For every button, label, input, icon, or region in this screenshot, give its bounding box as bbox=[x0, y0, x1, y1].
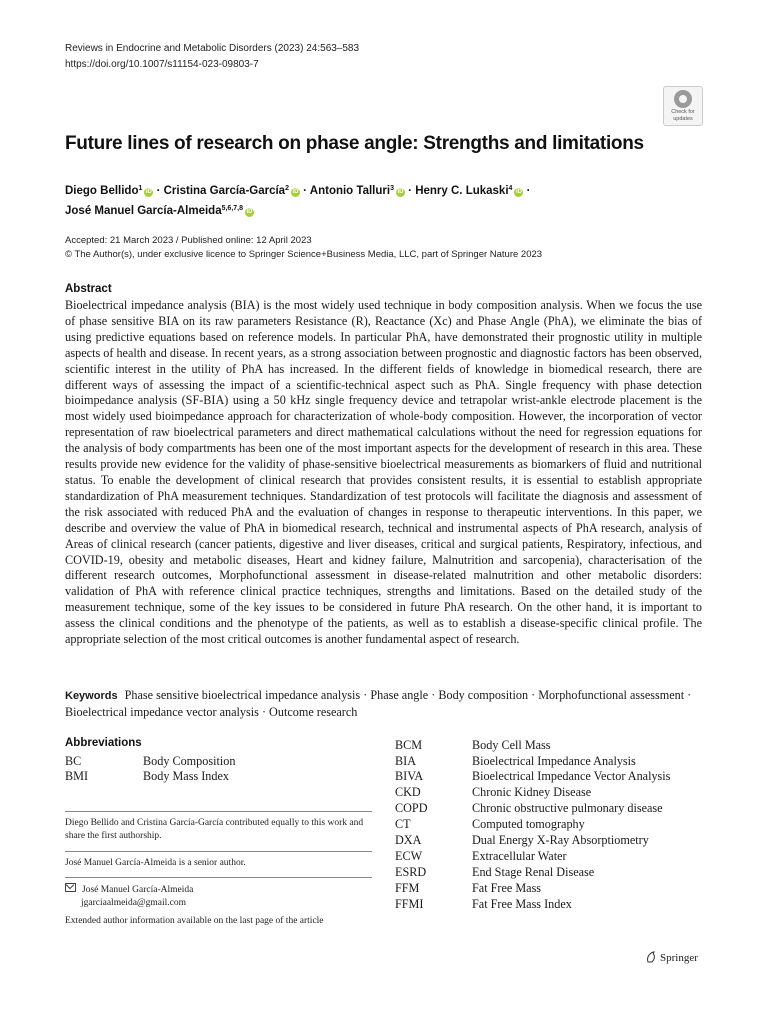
abbreviation-row bbox=[395, 800, 705, 816]
orcid-icon[interactable]: iD bbox=[292, 189, 299, 195]
check-updates-icon bbox=[674, 90, 692, 108]
keywords-label: Keywords bbox=[65, 690, 118, 702]
orcid-icon[interactable]: iD bbox=[515, 189, 522, 195]
abbreviation-definition: Computed tomography bbox=[472, 817, 585, 831]
abbreviation-row bbox=[65, 768, 365, 784]
abbreviation-code: BC bbox=[65, 754, 82, 768]
abbreviation-row bbox=[395, 832, 705, 848]
author-list bbox=[65, 180, 625, 220]
envelope-icon bbox=[65, 883, 76, 892]
affiliation-sup: 1 bbox=[138, 185, 143, 192]
corresponding-author bbox=[65, 883, 375, 910]
footnote-divider bbox=[65, 811, 372, 812]
abbreviation-definition: End Stage Renal Disease bbox=[472, 865, 595, 879]
abbreviation-code: FFM bbox=[395, 881, 420, 895]
abstract-heading: Abstract bbox=[65, 283, 112, 295]
abbreviation-definition: Dual Energy X-Ray Absorptiometry bbox=[472, 833, 649, 847]
footnote-divider bbox=[65, 851, 372, 852]
check-updates-label-2: updates bbox=[673, 116, 693, 122]
affiliation-sup: 3 bbox=[390, 185, 394, 192]
abbreviation-row bbox=[395, 880, 705, 896]
journal-header bbox=[65, 41, 359, 73]
abbreviation-code: BIVA bbox=[395, 769, 424, 783]
article-title: Future lines of research on phase angle: Strengths and limitations bbox=[65, 133, 644, 154]
author-name[interactable]: Antonio Talluri bbox=[309, 185, 391, 197]
author-name[interactable]: José Manuel García‑Almeida bbox=[65, 205, 222, 217]
orcid-icon[interactable]: iD bbox=[397, 189, 404, 195]
abbreviation-definition: Fat Free Mass Index bbox=[472, 897, 572, 911]
abbreviation-definition: Body Cell Mass bbox=[472, 738, 551, 752]
corresponding-author-name: José Manuel García-Almeida bbox=[82, 885, 194, 895]
abbreviation-definition: Extracellular Water bbox=[472, 849, 567, 863]
abbreviations-heading: Abbreviations bbox=[65, 737, 142, 749]
check-updates-label-1: Check for bbox=[671, 109, 695, 115]
abbreviation-definition: Body Mass Index bbox=[143, 769, 229, 783]
author-name[interactable]: Henry C. Lukaski bbox=[415, 185, 509, 197]
abbreviation-row bbox=[395, 816, 705, 832]
abbreviation-row bbox=[395, 784, 705, 800]
senior-author-note: José Manuel García-Almeida is a senior author. bbox=[65, 858, 246, 868]
keywords-section bbox=[65, 687, 702, 720]
corresponding-email[interactable]: jgarciaalmeida@gmail.com bbox=[81, 898, 187, 908]
publication-dates bbox=[65, 234, 542, 262]
abbreviation-code: ECW bbox=[395, 849, 423, 863]
abbreviation-row bbox=[395, 864, 705, 880]
abbreviation-code: CKD bbox=[395, 785, 421, 799]
check-for-updates-badge[interactable] bbox=[663, 86, 703, 126]
abbreviation-definition: Bioelectrical Impedance Analysis bbox=[472, 754, 636, 768]
author-separator: · bbox=[153, 185, 164, 197]
orcid-icon[interactable]: iD bbox=[145, 189, 152, 195]
copyright-notice: © The Author(s), under exclusive licence to Springer Science+Business Media, LLC, part of Springer Nature 2023 bbox=[65, 249, 543, 260]
abbreviation-definition: Body Composition bbox=[143, 754, 236, 768]
abbreviation-code: FFMI bbox=[395, 897, 424, 911]
abbreviation-code: CT bbox=[395, 817, 411, 831]
affiliation-sup: 4 bbox=[508, 185, 513, 192]
author-separator: · bbox=[404, 185, 416, 197]
abbreviation-row bbox=[395, 848, 705, 864]
orcid-icon[interactable]: iD bbox=[246, 209, 253, 215]
abbreviation-definition: Fat Free Mass bbox=[472, 881, 542, 895]
abstract-body: Bioelectrical impedance analysis (BIA) is the most widely used technique in body composition analysis. When we focus the use of phase sensitive BIA on its raw parameters Resistance (R), Reactance (Xc) and Phase Angle (PhA), we eliminate the bias of using predictive equations based on reference models. In particular PhA, have demonstrated their prognostic utility in multiple aspects of health and disease. In recent years, as a strong association between prognostic and diagnostic factors has been observed, scientific interest in the utility of PhA has increased. In the different fields of knowledge in biomedical research, there are different ways of assessing the impact of a scientific-technical aspect such as PhA. Single frequency with phase detection bioimpedance analysis (SF-BIA) using a 50 kHz single frequency device and tetrapolar wrist-ankle electrode placement is the most widely used bioimpedance approach for characterization of whole-body composition. However, the incorporation of vector representation of raw bioelectrical parameters and direct mathematical calculations without the need for regression equations for the analysis of body compartments has been one of the most important aspects for the development of research in this area. These results provide new evidence for the validity of phase-sensitive bioelectrical measurements as biomarkers of fluid and nutritional status. To enable the development of clinical research that provides consistent results, it is essential to establish appropriate standardization of PhA measurement techniques. Standardization of test protocols will facilitate the diagnosis and assessment of the risk associated with reduced PhA and the evaluation of changes in response to therapeutic interventions. In this paper, we describe and overview the value of PhA in biomedical research, technical and instrumental aspects of PhA research, analysis of Areas of clinical research (cancer patients, digestive and liver diseases, critical and surgical patients, Respiratory, infectious, and COVID-19, obesity and metabolic diseases, Heart and kidney failure, Malnutrition and sarcopenia), characterisation of the different research outcomes, Morphofunctional assessment in disease-related malnutrition and other metabolic disorders: validation of PhA with reference clinical practice techniques, strengths and limitations. Based on the detailed study of the measurement technique, some of the key issues to be considered in future PhA research. On the other hand, it is important to assess the clinical conditions and the phenotype of the patients, as well as to establish a disease-specific clinical profile. The appropriate selection of the most critical outcomes is another fundamental aspect of research. bbox=[65, 298, 702, 647]
abbreviation-row bbox=[65, 753, 365, 769]
abbreviation-definition: Chronic obstructive pulmonary disease bbox=[472, 801, 663, 815]
author-name[interactable]: Cristina García‑García bbox=[163, 185, 286, 197]
abbreviation-row bbox=[395, 737, 705, 753]
abbreviation-definition: Bioelectrical Impedance Vector Analysis bbox=[472, 769, 671, 783]
publisher-logo bbox=[646, 951, 698, 964]
abbreviation-code: COPD bbox=[395, 801, 428, 815]
abbreviation-code: BIA bbox=[395, 754, 416, 768]
extended-author-info: Extended author information available on the last page of the article bbox=[65, 916, 324, 926]
accepted-published-dates: Accepted: 21 March 2023 / Published online: 12 April 2023 bbox=[65, 235, 312, 246]
journal-citation: Reviews in Endocrine and Metabolic Disorders (2023) 24:563–583 bbox=[65, 43, 360, 54]
author-name[interactable]: Diego Bellido bbox=[65, 185, 139, 197]
publisher-name: Springer bbox=[660, 952, 698, 964]
affiliation-sup: 5,6,7,8 bbox=[221, 205, 244, 212]
footnote-divider bbox=[65, 877, 372, 878]
equal-contribution-note: Diego Bellido and Cristina García-García contributed equally to this work and share the first authorship. bbox=[65, 818, 364, 841]
abbreviation-code: BCM bbox=[395, 738, 423, 752]
abbreviation-row bbox=[395, 768, 705, 784]
abbreviation-code: DXA bbox=[395, 833, 422, 847]
abbreviation-row bbox=[395, 753, 705, 769]
abbreviation-row bbox=[395, 896, 705, 912]
affiliation-sup: 2 bbox=[285, 185, 289, 192]
abbreviation-code: ESRD bbox=[395, 865, 427, 879]
doi-link[interactable]: https://doi.org/10.1007/s11154-023-09803-7 bbox=[65, 59, 259, 70]
author-separator: · bbox=[299, 185, 310, 197]
abbreviation-code: BMI bbox=[65, 769, 89, 783]
abbreviation-definition: Chronic Kidney Disease bbox=[472, 785, 592, 799]
springer-horse-icon bbox=[646, 951, 656, 963]
author-separator: · bbox=[523, 185, 531, 197]
keywords-list: Phase sensitive bioelectrical impedance analysis · Phase angle · Body composition · Morphofunctional assessment · Bioelectrical impedance vector analysis · Outcome research bbox=[65, 688, 692, 719]
